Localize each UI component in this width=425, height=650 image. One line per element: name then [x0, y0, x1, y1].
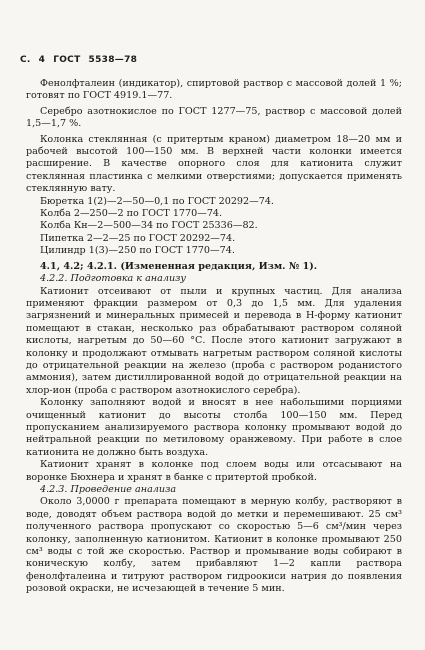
page-letter: С.	[20, 55, 31, 65]
paragraph-cation-storage: Катионит хранят в колонке под слоем воды или отсасывают на воронке Бюхнера и хранят в банке с притертой пробкой.	[26, 459, 402, 483]
paragraph-indicator: Фенолфталеин (индикатор), спиртовой раствор с массовой долей 1 %; готовят по ГОСТ 4919.1—77.	[26, 78, 402, 102]
paragraph-cation-preparation: Катионит отсеивают от пыли и крупных частиц. Для анализа применяют фракции размером от 0,3 до 1,5 мм. Для удаления загрязнений и минеральных примесей и перевода в Н-форму катионит помещают в стакан, несколько раз обрабатывают раствором соляной кислоты, нагретым до 50—60 °С. После этого катионит загружают в колонку и продолжают отмывать нагретым раствором соляной кислоты до отрицательной реакции на железо (проба с раствором роданистого аммония), затем дистиллированной водой до отрицательной реакции на хлор-ион (проба с раствором азотнокислого серебра).	[26, 285, 402, 396]
page-header	[20, 55, 145, 65]
document-body	[26, 78, 402, 596]
equipment-flask-1: Колба 2—250—2 по ГОСТ 1770—74.	[40, 208, 223, 220]
paragraph-silver-nitrate: Серебро азотнокислое по ГОСТ 1277—75, раствор с массовой долей 1,5—1,7 %.	[26, 105, 402, 130]
standard-label: ГОСТ	[53, 55, 81, 65]
section-heading-procedure: 4.2.3. Проведение анализа	[40, 484, 177, 495]
equipment-pipette: Пипетка 2—2—25 по ГОСТ 20292—74.	[40, 232, 236, 244]
paragraph-procedure: Около 3,0000 г препарата помещают в мерную колбу, растворяют в воде, доводят объем раствора водой до метки и перемешивают. 25 см³ полученного раствора пропускают со скоростью 5—6 см³/мин через колонку, заполненную катионитом. Катионит в колонке промывают 250 см³ воды с той же скоростью. Раствор и промывание воды собирают в коническую колбу, затем прибавляют 1—2 капли раствора фенолфталеина и титруют раствором гидроокиси натрия до появления розовой окраски, не исчезающей в течение 5 мин.	[26, 496, 402, 595]
paragraph-column-filling: Колонку заполняют водой и вносят в нее набольшими порциями очищенный катионит до высоты столба 100—150 мм. Перед пропусканием анализируемого раствора колонку промывают водой до нейтральной реакции по метиловому оранжевому. При работе в слое катионита не должно быть воздуха.	[26, 397, 402, 458]
paragraph-column: Колонка стеклянная (с притертым краном) диаметром 18—20 мм и рабочей высотой 100—150 мм. В верхней части колонки имеется расширение. В качестве опорного слоя для катионита служит стеклянная пластинка с мелкими отверстиями; допускается применять стеклянную вату.	[26, 133, 402, 195]
equipment-flask-2: Колба Кн—2—500—34 по ГОСТ 25336—82.	[40, 220, 258, 232]
equipment-burette: Бюретка 1(2)—2—50—0,1 по ГОСТ 20292—74.	[40, 195, 274, 207]
page-number: 4	[38, 55, 46, 65]
standard-number: 5538—78	[88, 55, 138, 65]
equipment-cylinder: Цилиндр 1(3)—250 по ГОСТ 1770—74.	[40, 245, 235, 257]
section-heading-preparation: 4.2.2. Подготовка к анализу	[40, 273, 186, 285]
revision-note: 4.1, 4.2; 4.2.1. (Измененная редакция, Изм. № 1).	[40, 260, 318, 272]
